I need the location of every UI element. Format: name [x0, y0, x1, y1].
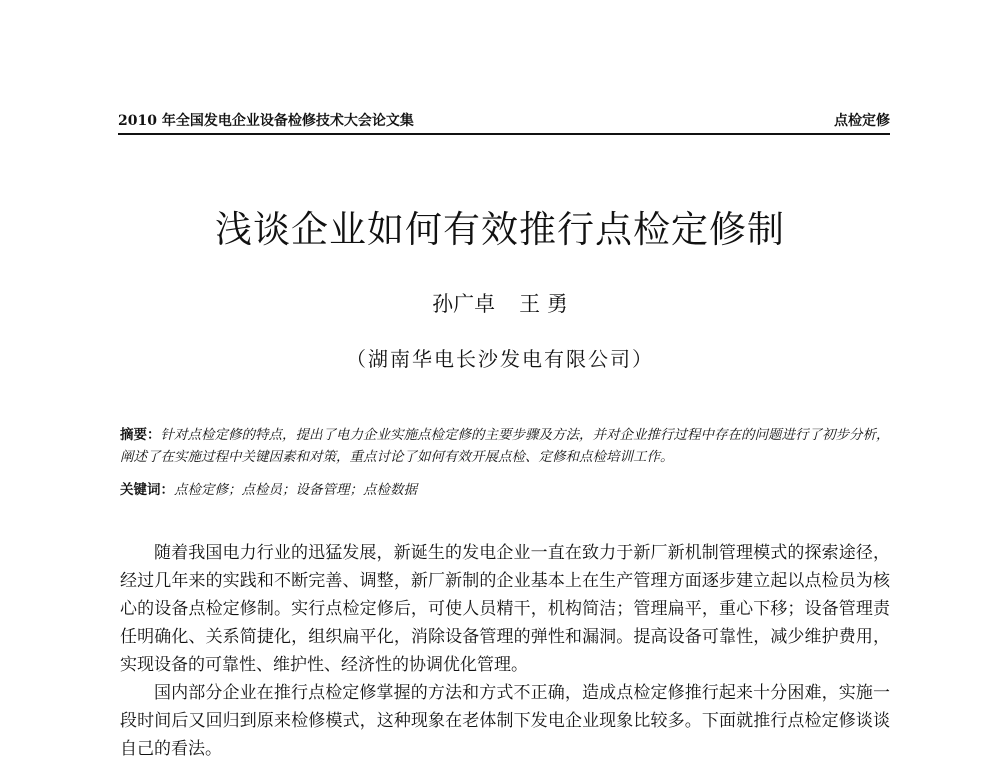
running-header: [118, 112, 890, 130]
header-proceedings-title: 2010 年全国发电企业设备检修技术大会论文集: [118, 113, 414, 129]
header-section-title: 点检定修: [834, 113, 890, 129]
keywords-text: 点检定修；点检员；设备管理；点检数据: [174, 482, 417, 498]
header-rule: [118, 133, 890, 135]
body-paragraph: 国内部分企业在推行点检定修掌握的方法和方式不正确，造成点检定修推行起来十分困难，实施一段时间后又回归到原来检修模式，这种现象在老体制下发电企业现象比较多。下面就推行点检定修谈谈自己的看法。: [120, 683, 890, 759]
abstract: [120, 424, 890, 468]
author-2: 王 勇: [519, 292, 568, 316]
author-1: 孙广卓: [432, 292, 496, 316]
keywords: [120, 479, 890, 501]
keywords-label: 关键词：: [120, 482, 174, 498]
abstract-label: 摘要：: [120, 427, 161, 443]
affiliation: （湖南华电长沙发电有限公司）: [346, 347, 654, 371]
abstract-text: 针对点检定修的特点，提出了电力企业实施点检定修的主要步骤及方法，并对企业推行过程中存在的问题进行了初步分析， 阐述了在实施过程中关键因素和对策，重点讨论了如何有效开展点检、定修和点检培训工作。: [120, 427, 890, 465]
body-paragraph: 随着我国电力行业的迅猛发展，新诞生的发电企业一直在致力于新厂新机制管理模式的探索途径，经过几年来的实践和不断完善、调整，新厂新制的企业基本上在生产管理方面逐步建立起以点检员为核心的设备点检定修制。实行点检定修后，可使人员精干，机构简洁；管理扁平，重心下移；设备管理责任明确化、关系简捷化，组织扁平化，消除设备管理的弹性和漏洞。提高设备可靠性，减少维护费用，实现设备的可靠性、维护性、经济性的协调优化管理。: [120, 543, 890, 675]
body-text: [120, 539, 890, 763]
authors: [0, 290, 1000, 318]
paper-title: 浅谈企业如何有效推行点检定修制: [215, 208, 785, 251]
